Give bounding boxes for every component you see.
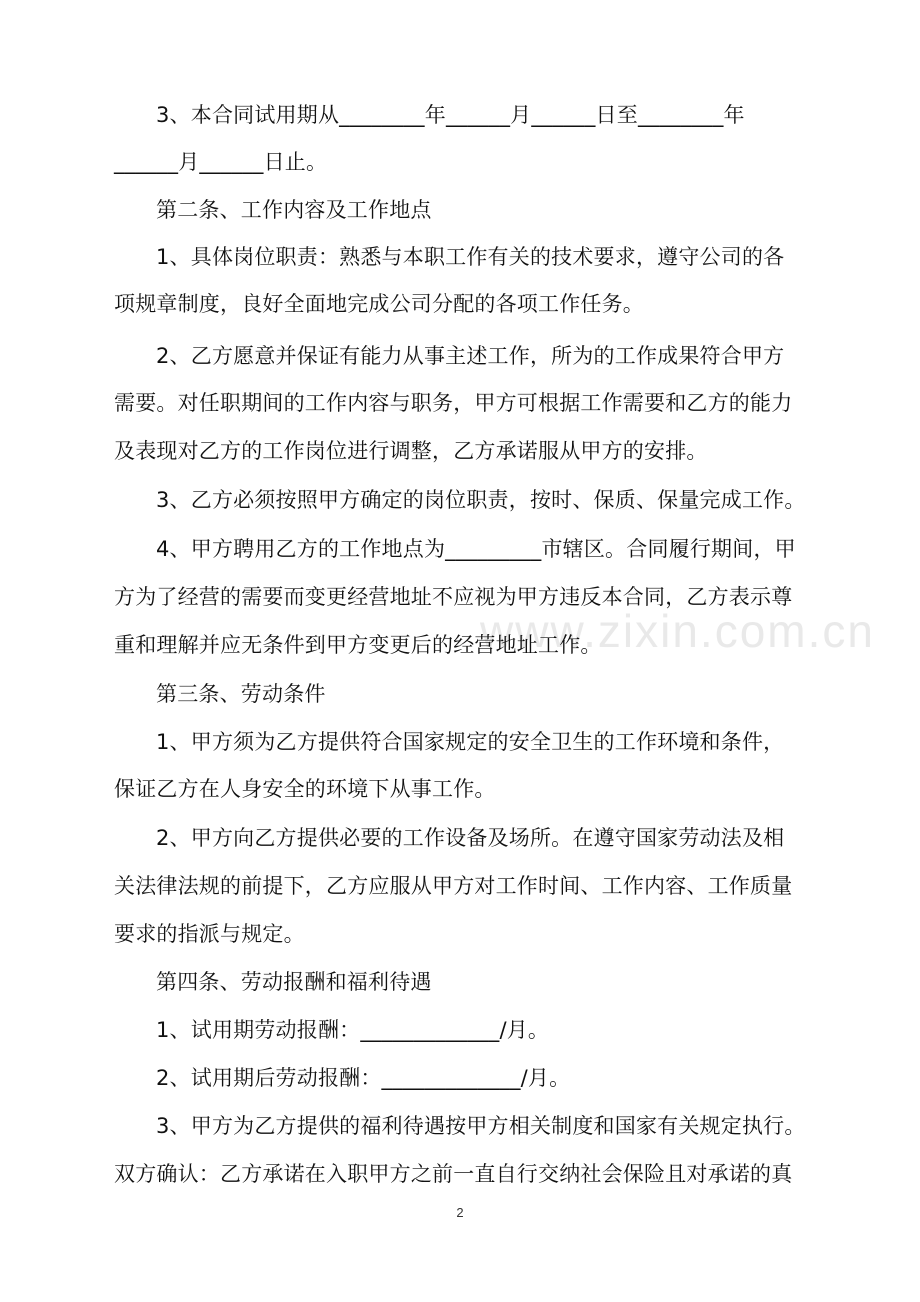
section-heading: 第二条、工作内容及工作地点 [156,198,432,222]
text-line: 关法律法规的前提下，乙方应服从甲方对工作时间、工作内容、工作质量 [114,874,793,898]
text-line: 要求的指派与规定。 [114,922,305,946]
text-line: 及表现对乙方的工作岗位进行调整，乙方承诺服从甲方的安排。 [114,439,708,463]
text-line: 1、甲方须为乙方提供符合国家规定的安全卫生的工作环境和条件， [156,730,785,754]
text-line: 3、本合同试用期从________年______月______日至________年 [156,103,745,127]
text-line: 重和理解并应无条件到甲方变更后的经营地址工作。 [114,633,602,657]
text-line: 方为了经营的需要而变更经营地址不应视为甲方违反本合同，乙方表示尊 [114,585,793,609]
text-line: 双方确认：乙方承诺在入职甲方之前一直自行交纳社会保险且对承诺的真 [114,1162,793,1186]
text-line: ______月______日止。 [114,150,328,174]
text-line: 1、试用期劳动报酬：_____________/月。 [156,1018,550,1042]
watermark: www.zixin.com.cn [480,605,875,657]
section-heading: 第三条、劳动条件 [156,682,326,706]
section-heading: 第四条、劳动报酬和福利待遇 [156,970,432,994]
text-line: 3、甲方为乙方提供的福利待遇按甲方相关制度和国家有关规定执行。 [156,1114,806,1138]
text-line: 2、乙方愿意并保证有能力从事主述工作，所为的工作成果符合甲方 [156,344,785,368]
text-line: 2、甲方向乙方提供必要的工作设备及场所。在遵守国家劳动法及相 [156,826,785,850]
text-line: 3、乙方必须按照甲方确定的岗位职责，按时、保质、保量完成工作。 [156,488,806,512]
text-line: 保证乙方在人身安全的环境下从事工作。 [114,777,496,801]
text-line: 2、试用期后劳动报酬：_____________/月。 [156,1066,571,1090]
page-number: 2 [456,1205,464,1220]
text-line: 1、具体岗位职责：熟悉与本职工作有关的技术要求，遵守公司的各 [156,245,785,269]
text-line: 4、甲方聘用乙方的工作地点为_________市辖区。合同履行期间，甲 [156,537,796,561]
text-line: 需要。对任职期间的工作内容与职务，甲方可根据工作需要和乙方的能力 [114,391,793,415]
text-line: 项规章制度，良好全面地完成公司分配的各项工作任务。 [114,292,644,316]
